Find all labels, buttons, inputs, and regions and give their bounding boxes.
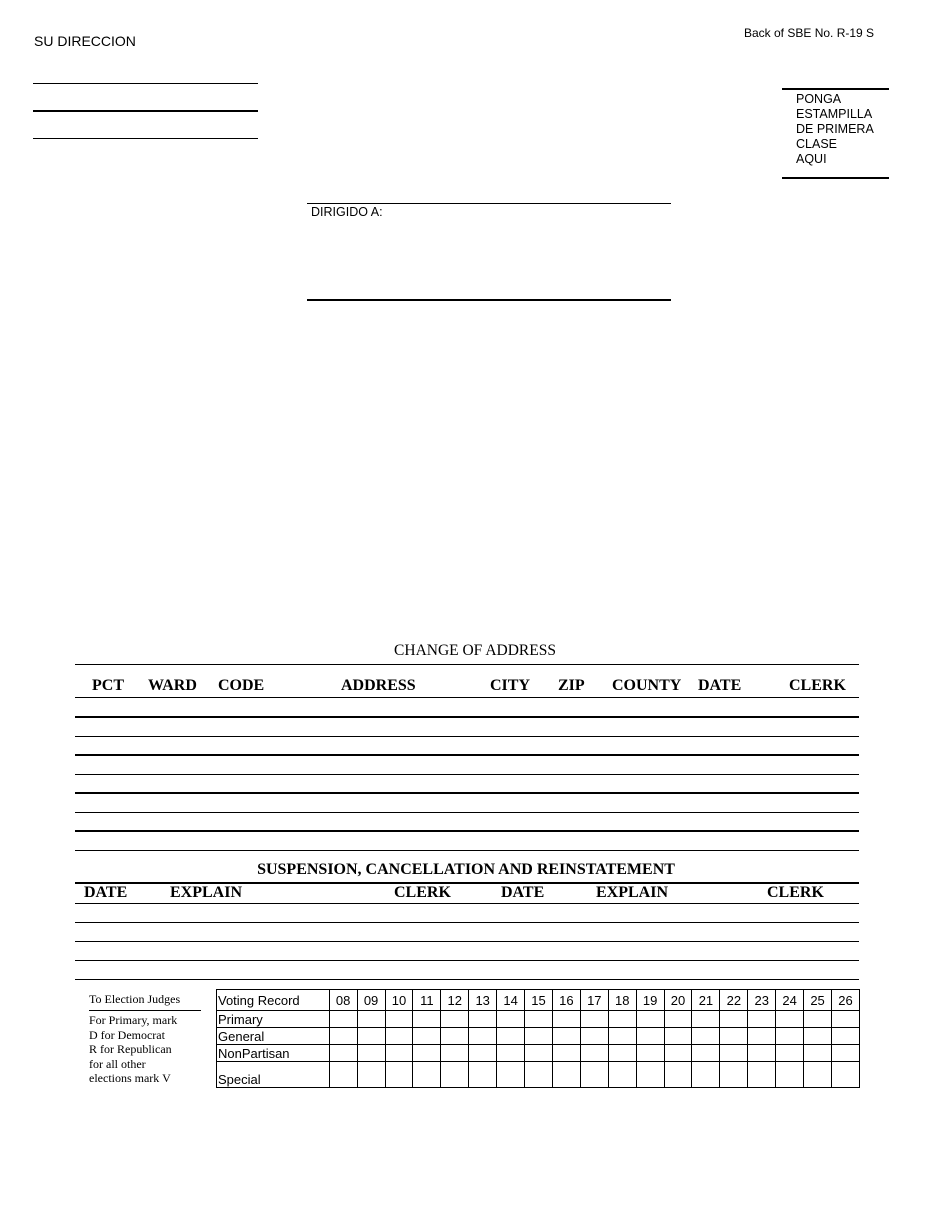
vote-cell[interactable] — [441, 1028, 469, 1045]
vote-cell[interactable] — [720, 1028, 748, 1045]
addressee-top-line — [307, 203, 671, 204]
vote-cell[interactable] — [636, 1011, 664, 1028]
row-label-special: Special — [217, 1062, 330, 1088]
year-cell: 22 — [720, 990, 748, 1011]
col-county: COUNTY — [612, 677, 682, 694]
vote-cell[interactable] — [580, 1062, 608, 1088]
vote-cell[interactable] — [636, 1062, 664, 1088]
susp-col-explain-2: EXPLAIN — [596, 884, 669, 901]
vote-cell[interactable] — [692, 1011, 720, 1028]
year-cell: 19 — [636, 990, 664, 1011]
year-cell: 23 — [748, 990, 776, 1011]
stamp-top-line — [782, 88, 889, 90]
address-row-rule — [75, 850, 859, 851]
year-cell: 21 — [692, 990, 720, 1011]
vote-cell[interactable] — [357, 1028, 385, 1045]
stamp-line: PONGA — [796, 92, 842, 106]
col-city: CITY — [490, 677, 531, 694]
vote-cell[interactable] — [608, 1028, 636, 1045]
address-row-rule — [75, 774, 859, 775]
year-cell: 08 — [329, 990, 357, 1011]
vote-cell[interactable] — [580, 1028, 608, 1045]
return-address-line-2 — [33, 110, 258, 112]
vote-cell[interactable] — [552, 1062, 580, 1088]
vote-cell[interactable] — [413, 1028, 441, 1045]
vote-cell[interactable] — [776, 1062, 804, 1088]
address-row-rule — [75, 830, 859, 832]
suspension-row-rule — [75, 979, 859, 980]
vote-cell[interactable] — [804, 1011, 832, 1028]
vote-cell[interactable] — [552, 1028, 580, 1045]
vote-cell[interactable] — [776, 1045, 804, 1062]
election-judges-title: To Election Judges — [89, 992, 181, 1006]
vote-cell[interactable] — [720, 1062, 748, 1088]
year-cell: 09 — [357, 990, 385, 1011]
col-zip: ZIP — [558, 677, 585, 694]
election-judges-instructions — [89, 1013, 177, 1086]
vote-cell[interactable] — [497, 1011, 525, 1028]
vote-cell[interactable] — [329, 1011, 357, 1028]
year-cell: 17 — [580, 990, 608, 1011]
change-of-address-title: CHANGE OF ADDRESS — [394, 642, 556, 659]
vote-cell[interactable] — [413, 1062, 441, 1088]
col-code: CODE — [218, 677, 265, 694]
col-ward: WARD — [148, 677, 197, 694]
year-cell: 16 — [552, 990, 580, 1011]
vote-cell[interactable] — [469, 1062, 497, 1088]
vote-cell[interactable] — [525, 1028, 553, 1045]
col-date: DATE — [698, 677, 742, 694]
vote-cell[interactable] — [525, 1011, 553, 1028]
year-cell: 24 — [776, 990, 804, 1011]
return-address-line-3 — [33, 138, 258, 139]
vote-cell[interactable] — [580, 1045, 608, 1062]
vote-cell[interactable] — [664, 1045, 692, 1062]
vote-cell[interactable] — [776, 1011, 804, 1028]
vote-cell[interactable] — [329, 1062, 357, 1088]
vote-cell[interactable] — [413, 1011, 441, 1028]
voting-record-row-primary — [217, 1011, 860, 1028]
vote-cell[interactable] — [832, 1011, 860, 1028]
year-cell: 11 — [413, 990, 441, 1011]
address-row-rule — [75, 812, 859, 813]
vote-cell[interactable] — [832, 1028, 860, 1045]
susp-col-date: DATE — [84, 884, 128, 901]
return-address-line-1 — [33, 83, 258, 84]
election-judges-rule — [89, 1010, 201, 1011]
year-cell: 13 — [469, 990, 497, 1011]
suspension-row-rule — [75, 903, 859, 904]
instruction-line: R for Republican — [89, 1042, 172, 1056]
address-row-rule — [75, 716, 859, 718]
vote-cell[interactable] — [832, 1062, 860, 1088]
instruction-line: elections mark V — [89, 1071, 171, 1085]
address-row-rule — [75, 792, 859, 794]
col-clerk: CLERK — [789, 677, 846, 694]
address-row-rule — [75, 736, 859, 737]
stamp-instruction — [796, 92, 874, 167]
vote-cell[interactable] — [608, 1045, 636, 1062]
suspension-title: SUSPENSION, CANCELLATION AND REINSTATEMENT — [257, 861, 675, 878]
vote-cell[interactable] — [413, 1045, 441, 1062]
year-cell: 10 — [385, 990, 413, 1011]
vote-cell[interactable] — [636, 1045, 664, 1062]
susp-col-date-2: DATE — [501, 884, 545, 901]
stamp-line: DE PRIMERA — [796, 122, 874, 136]
return-address-label: SU DIRECCION — [34, 33, 136, 49]
vote-cell[interactable] — [580, 1011, 608, 1028]
vote-cell[interactable] — [664, 1062, 692, 1088]
row-label-primary: Primary — [217, 1011, 330, 1028]
susp-col-clerk-2: CLERK — [767, 884, 824, 901]
addressee-label: DIRIGIDO A: — [311, 205, 383, 219]
vote-cell[interactable] — [385, 1062, 413, 1088]
col-address: ADDRESS — [341, 677, 416, 694]
suspension-row-rule — [75, 922, 859, 923]
vote-cell[interactable] — [692, 1062, 720, 1088]
vote-cell[interactable] — [357, 1011, 385, 1028]
vote-cell[interactable] — [804, 1028, 832, 1045]
vote-cell[interactable] — [748, 1062, 776, 1088]
vote-cell[interactable] — [385, 1045, 413, 1062]
susp-col-clerk: CLERK — [394, 884, 451, 901]
suspension-row-rule — [75, 941, 859, 942]
vote-cell[interactable] — [357, 1062, 385, 1088]
vote-cell[interactable] — [441, 1045, 469, 1062]
vote-cell[interactable] — [497, 1028, 525, 1045]
instruction-line: D for Democrat — [89, 1027, 165, 1042]
year-cell: 20 — [664, 990, 692, 1011]
stamp-bottom-line — [782, 177, 889, 179]
suspension-row-rule — [75, 960, 859, 961]
addressee-bottom-line — [307, 299, 671, 301]
vote-cell[interactable] — [608, 1011, 636, 1028]
vote-cell[interactable] — [525, 1062, 553, 1088]
vote-cell[interactable] — [692, 1028, 720, 1045]
vote-cell[interactable] — [804, 1062, 832, 1088]
vote-cell[interactable] — [748, 1028, 776, 1045]
vote-cell[interactable] — [329, 1028, 357, 1045]
voting-record-row-special — [217, 1062, 860, 1088]
vote-cell[interactable] — [385, 1028, 413, 1045]
vote-cell[interactable] — [525, 1045, 553, 1062]
form-number: Back of SBE No. R-19 S — [744, 26, 875, 40]
vote-cell[interactable] — [552, 1011, 580, 1028]
year-cell: 15 — [525, 990, 553, 1011]
row-label-nonpartisan: NonPartisan — [217, 1045, 330, 1062]
vote-cell[interactable] — [552, 1045, 580, 1062]
vote-cell[interactable] — [469, 1045, 497, 1062]
vote-cell[interactable] — [748, 1045, 776, 1062]
vote-cell[interactable] — [469, 1011, 497, 1028]
col-pct: PCT — [92, 677, 124, 694]
vote-cell[interactable] — [469, 1028, 497, 1045]
stamp-line: CLASE — [796, 137, 837, 151]
vote-cell[interactable] — [497, 1045, 525, 1062]
vote-cell[interactable] — [608, 1062, 636, 1088]
vote-cell[interactable] — [720, 1045, 748, 1062]
vote-cell[interactable] — [441, 1011, 469, 1028]
year-cell: 26 — [832, 990, 860, 1011]
vote-cell[interactable] — [441, 1062, 469, 1088]
instruction-line: For Primary, mark — [89, 1013, 178, 1027]
vote-cell[interactable] — [720, 1011, 748, 1028]
vote-cell[interactable] — [664, 1028, 692, 1045]
vote-cell[interactable] — [385, 1011, 413, 1028]
stamp-line: ESTAMPILLA — [796, 107, 873, 121]
voting-record-header: Voting Record — [217, 990, 330, 1011]
year-cell: 14 — [497, 990, 525, 1011]
voting-record-header-row — [217, 990, 860, 1011]
voting-record-table — [216, 989, 860, 1088]
vote-cell[interactable] — [329, 1045, 357, 1062]
instruction-line: for all other — [89, 1056, 146, 1071]
year-cell: 25 — [804, 990, 832, 1011]
vote-cell[interactable] — [636, 1028, 664, 1045]
vote-cell[interactable] — [664, 1011, 692, 1028]
voting-record-row-nonpartisan — [217, 1045, 860, 1062]
address-row-rule — [75, 697, 859, 698]
vote-cell[interactable] — [832, 1045, 860, 1062]
voting-record-row-general — [217, 1028, 860, 1045]
vote-cell[interactable] — [692, 1045, 720, 1062]
year-cell: 12 — [441, 990, 469, 1011]
address-row-rule — [75, 754, 859, 756]
change-of-address-top-rule — [75, 664, 859, 665]
vote-cell[interactable] — [357, 1045, 385, 1062]
vote-cell[interactable] — [776, 1028, 804, 1045]
susp-col-explain: EXPLAIN — [170, 884, 243, 901]
vote-cell[interactable] — [804, 1045, 832, 1062]
vote-cell[interactable] — [497, 1062, 525, 1088]
row-label-general: General — [217, 1028, 330, 1045]
year-cell: 18 — [608, 990, 636, 1011]
stamp-line: AQUI — [796, 152, 827, 166]
vote-cell[interactable] — [748, 1011, 776, 1028]
